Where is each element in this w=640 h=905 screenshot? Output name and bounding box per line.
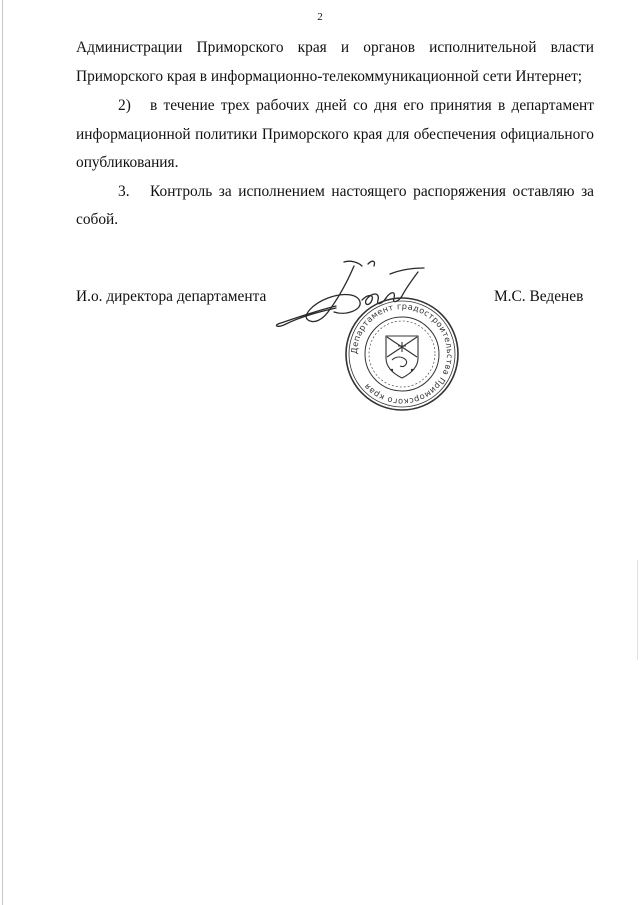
paragraph-line: опубликования. (76, 154, 179, 171)
paragraph-line: Администрации Приморского края и органов исполнительной власти (76, 39, 594, 56)
signatory-name: М.С. Веденев (494, 288, 584, 305)
item-number: 2) (118, 97, 131, 114)
page-number: 2 (317, 11, 323, 23)
item-first-line: Контроль за исполнением настоящего распоряжения оставляю за (150, 183, 594, 200)
scan-edge-right (637, 560, 638, 660)
paragraph-line: Приморского края в информационно-телекоммуникационной сети Интернет; (76, 68, 583, 85)
seal-ring-text: Департамент градостроительства Приморского края (348, 300, 456, 408)
paragraph-line: собой. (76, 211, 119, 228)
item-first-line: в течение трех рабочих дней со дня его принятия в департамент (150, 97, 594, 114)
paragraph-line: информационной политики Приморского края для обеспечения официального (76, 126, 594, 143)
signatory-title: И.о. директора департамента (76, 288, 267, 305)
item-number: 3. (118, 183, 130, 200)
official-seal (342, 294, 462, 414)
scan-edge-left (2, 0, 3, 905)
